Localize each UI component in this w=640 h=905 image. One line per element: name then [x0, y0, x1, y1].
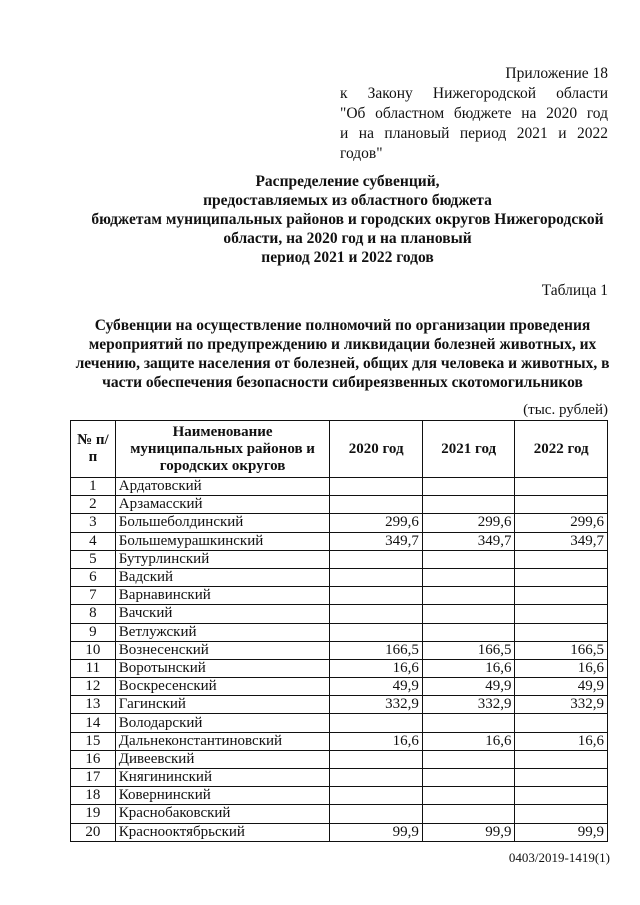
- value-2022: 349,7: [515, 532, 608, 550]
- table-title: [60, 316, 625, 392]
- value-2022: 99,9: [515, 823, 608, 841]
- value-2020: [330, 568, 423, 586]
- value-2021: [422, 478, 515, 496]
- value-2022: [515, 769, 608, 787]
- table-row: [71, 787, 608, 805]
- value-2020: 166,5: [330, 641, 423, 659]
- title-line: Распределение субвенций,: [255, 173, 440, 190]
- value-2021: 332,9: [422, 696, 515, 714]
- value-2020: [330, 714, 423, 732]
- table-row: [71, 659, 608, 677]
- table-row: [71, 496, 608, 514]
- appendix-line: к Закону Нижегородской области: [340, 85, 608, 102]
- row-number: 11: [71, 659, 116, 677]
- value-2020: [330, 550, 423, 568]
- district-name: Большеболдинский: [115, 514, 330, 532]
- value-2021: [422, 623, 515, 641]
- district-name: Дивеевский: [115, 750, 330, 768]
- document-code: 0403/2019-1419(1): [508, 850, 610, 865]
- row-number: 4: [71, 532, 116, 550]
- district-name: Арзамасский: [115, 496, 330, 514]
- row-number: 17: [71, 769, 116, 787]
- appendix-reference: [340, 64, 608, 164]
- district-name: Володарский: [115, 714, 330, 732]
- value-2021: 166,5: [422, 641, 515, 659]
- table-row: [71, 732, 608, 750]
- value-2021: [422, 714, 515, 732]
- district-name: Ветлужский: [115, 623, 330, 641]
- header-2022: 2022 год: [515, 421, 608, 478]
- table-header-row: [71, 421, 608, 478]
- header-2021: 2021 год: [422, 421, 515, 478]
- row-number: 19: [71, 805, 116, 823]
- table-row: [71, 678, 608, 696]
- subtitle-line: лечению, защите населения от болезней, общих для человека и животных, в: [75, 355, 610, 372]
- value-2020: [330, 605, 423, 623]
- value-2022: 16,6: [515, 732, 608, 750]
- title-line: предоставляемых из областного бюджета: [203, 192, 492, 209]
- value-2021: [422, 550, 515, 568]
- table-row: [71, 641, 608, 659]
- district-name: Гагинский: [115, 696, 330, 714]
- value-2021: 349,7: [422, 532, 515, 550]
- row-number: 8: [71, 605, 116, 623]
- value-2020: [330, 623, 423, 641]
- table-row: [71, 568, 608, 586]
- subsidies-table: [70, 420, 608, 842]
- table-number: Таблица 1: [541, 282, 608, 299]
- appendix-line: "Об областном бюджете на 2020 год: [340, 105, 608, 122]
- value-2020: [330, 478, 423, 496]
- value-2020: [330, 496, 423, 514]
- table-row: [71, 587, 608, 605]
- title-line: области, на 2020 год и на плановый: [223, 230, 472, 247]
- value-2020: [330, 587, 423, 605]
- value-2021: [422, 587, 515, 605]
- row-number: 5: [71, 550, 116, 568]
- table-row: [71, 714, 608, 732]
- row-number: 12: [71, 678, 116, 696]
- table-row: [71, 550, 608, 568]
- value-2020: 16,6: [330, 732, 423, 750]
- subtitle-line: Субвенции на осуществление полномочий по организации проведения: [94, 317, 591, 334]
- district-name: Вознесенский: [115, 641, 330, 659]
- table-row: [71, 805, 608, 823]
- district-name: Краснооктябрьский: [115, 823, 330, 841]
- district-name: Бутурлинский: [115, 550, 330, 568]
- table-row: [71, 750, 608, 768]
- value-2022: [515, 587, 608, 605]
- appendix-line: годов": [340, 145, 383, 162]
- value-2021: [422, 805, 515, 823]
- row-number: 6: [71, 568, 116, 586]
- value-2021: [422, 568, 515, 586]
- value-2020: 99,9: [330, 823, 423, 841]
- row-number: 13: [71, 696, 116, 714]
- row-number: 7: [71, 587, 116, 605]
- title-line: период 2021 и 2022 годов: [261, 249, 434, 266]
- value-2021: 99,9: [422, 823, 515, 841]
- value-2022: [515, 623, 608, 641]
- value-2022: [515, 805, 608, 823]
- value-2020: 16,6: [330, 659, 423, 677]
- appendix-number: Приложение 18: [505, 65, 608, 82]
- header-number: № п/п: [71, 421, 116, 478]
- row-number: 14: [71, 714, 116, 732]
- subtitle-line: части обеспечения безопасности сибиреязвенных скотомогильников: [102, 374, 583, 391]
- subtitle-line: мероприятий по предупреждению и ликвидации болезней животных, их: [88, 336, 597, 353]
- table-row: [71, 605, 608, 623]
- district-name: Дальнеконстантиновский: [115, 732, 330, 750]
- table-row: [71, 623, 608, 641]
- value-2022: [515, 496, 608, 514]
- value-2022: [515, 568, 608, 586]
- district-name: Ардатовский: [115, 478, 330, 496]
- value-2021: 49,9: [422, 678, 515, 696]
- value-2021: 299,6: [422, 514, 515, 532]
- appendix-line: и на плановый период 2021 и 2022: [340, 125, 608, 142]
- table-row: [71, 823, 608, 841]
- value-2022: [515, 605, 608, 623]
- units-label: (тыс. рублей): [523, 402, 608, 418]
- value-2020: [330, 750, 423, 768]
- district-name: Большемурашкинский: [115, 532, 330, 550]
- row-number: 18: [71, 787, 116, 805]
- value-2022: 299,6: [515, 514, 608, 532]
- value-2021: [422, 769, 515, 787]
- value-2022: [515, 787, 608, 805]
- value-2021: [422, 787, 515, 805]
- row-number: 15: [71, 732, 116, 750]
- row-number: 20: [71, 823, 116, 841]
- value-2020: 299,6: [330, 514, 423, 532]
- value-2020: [330, 805, 423, 823]
- value-2022: 49,9: [515, 678, 608, 696]
- row-number: 2: [71, 496, 116, 514]
- table-row: [71, 696, 608, 714]
- row-number: 10: [71, 641, 116, 659]
- document-title: [60, 172, 635, 267]
- value-2021: [422, 750, 515, 768]
- district-name: Воротынский: [115, 659, 330, 677]
- value-2022: [515, 550, 608, 568]
- value-2020: 349,7: [330, 532, 423, 550]
- value-2020: [330, 769, 423, 787]
- district-name: Вачский: [115, 605, 330, 623]
- table-row: [71, 532, 608, 550]
- row-number: 3: [71, 514, 116, 532]
- value-2020: 49,9: [330, 678, 423, 696]
- value-2022: 332,9: [515, 696, 608, 714]
- value-2021: [422, 605, 515, 623]
- district-name: Краснобаковский: [115, 805, 330, 823]
- title-line: бюджетам муниципальных районов и городских округов Нижегородской: [91, 211, 604, 228]
- district-name: Ковернинский: [115, 787, 330, 805]
- district-name: Воскресенский: [115, 678, 330, 696]
- row-number: 1: [71, 478, 116, 496]
- value-2021: [422, 496, 515, 514]
- value-2022: 16,6: [515, 659, 608, 677]
- table-row: [71, 769, 608, 787]
- value-2022: [515, 714, 608, 732]
- district-name: Вадский: [115, 568, 330, 586]
- row-number: 16: [71, 750, 116, 768]
- row-number: 9: [71, 623, 116, 641]
- value-2021: 16,6: [422, 732, 515, 750]
- header-2020: 2020 год: [330, 421, 423, 478]
- value-2022: [515, 478, 608, 496]
- value-2020: 332,9: [330, 696, 423, 714]
- district-name: Княгининский: [115, 769, 330, 787]
- header-name: Наименование муниципальных районов и городских округов: [115, 421, 330, 478]
- value-2022: 166,5: [515, 641, 608, 659]
- value-2021: 16,6: [422, 659, 515, 677]
- value-2020: [330, 787, 423, 805]
- value-2022: [515, 750, 608, 768]
- district-name: Варнавинский: [115, 587, 330, 605]
- table-row: [71, 514, 608, 532]
- table-row: [71, 478, 608, 496]
